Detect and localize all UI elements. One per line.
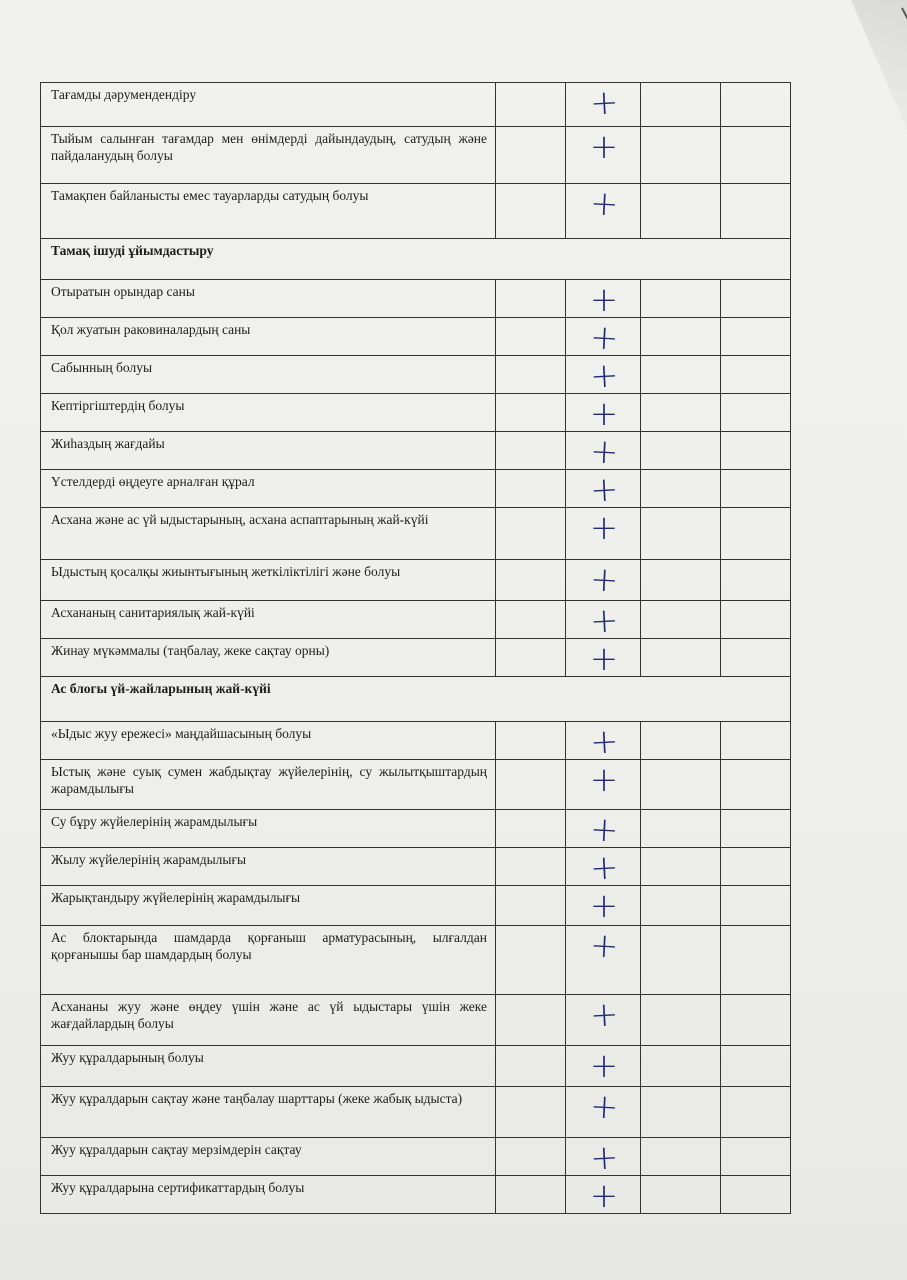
criterion-label: Сабынның болуы — [41, 356, 496, 394]
empty-cell — [721, 83, 791, 127]
empty-cell — [496, 848, 566, 886]
empty-cell — [721, 722, 791, 760]
mark-cell — [566, 508, 641, 560]
criterion-label: Тағамды дәрумендендіру — [41, 83, 496, 127]
empty-cell — [496, 1176, 566, 1214]
empty-cell — [496, 810, 566, 848]
handwritten-plus-mark: + — [588, 355, 620, 397]
empty-cell — [496, 280, 566, 318]
mark-cell — [566, 355, 641, 397]
table-row — [41, 1138, 791, 1176]
empty-cell — [721, 601, 791, 639]
empty-cell — [721, 848, 791, 886]
table-row — [41, 394, 791, 432]
empty-cell — [496, 639, 566, 677]
empty-cell — [721, 1087, 791, 1138]
empty-cell — [721, 1176, 791, 1214]
empty-cell — [641, 926, 721, 995]
criterion-label: Ас блоктарында шамдарда қорғаныш арматурасының, ылғалдан қорғанышы бар шамдардың болуы — [41, 926, 496, 995]
handwritten-plus-mark: + — [588, 721, 620, 763]
empty-cell — [641, 639, 721, 677]
mark-cell — [566, 83, 641, 127]
criterion-label: «Ыдыс жуу ережесі» маңдайшасының болуы — [41, 722, 496, 760]
criterion-label: Жуу құралдарын сақтау мерзімдерін сақтау — [41, 1138, 496, 1176]
table-row — [41, 1176, 791, 1214]
empty-cell — [641, 560, 721, 601]
criterion-label: Асхананы жуу және өңдеу үшін және ас үй ыдыстары үшін жеке жағдайлардың болуы — [41, 995, 496, 1046]
empty-cell — [641, 1176, 721, 1214]
empty-cell — [721, 926, 791, 995]
mark-cell — [566, 1176, 641, 1214]
empty-cell — [721, 639, 791, 677]
handwritten-plus-mark: + — [588, 600, 620, 642]
section-title: Тамақ ішуді ұйымдастыру — [41, 239, 791, 280]
empty-cell — [721, 432, 791, 470]
mark-cell — [566, 431, 641, 473]
handwritten-plus-mark: + — [588, 317, 620, 359]
table-row — [41, 722, 791, 760]
table-row — [41, 470, 791, 508]
criterion-label: Қол жуатын раковиналардың саны — [41, 318, 496, 356]
empty-cell — [721, 470, 791, 508]
criterion-label: Асхана және ас үй ыдыстарының, асхана аспаптарының жай-күйі — [41, 508, 496, 560]
empty-cell — [496, 1046, 566, 1087]
mark-cell — [566, 760, 641, 810]
section-title: Ас блогы үй-жайларының жай-күйі — [41, 677, 791, 722]
criterion-label: Жарықтандыру жүйелерінің жарамдылығы — [41, 886, 496, 926]
handwritten-plus-mark: + — [588, 1137, 620, 1179]
table-row — [41, 886, 791, 926]
empty-cell — [641, 760, 721, 810]
empty-cell — [641, 127, 721, 184]
empty-cell — [721, 760, 791, 810]
empty-cell — [496, 722, 566, 760]
empty-cell — [496, 1087, 566, 1138]
table-row — [41, 280, 791, 318]
empty-cell — [721, 394, 791, 432]
mark-cell — [566, 560, 641, 601]
empty-cell — [496, 83, 566, 127]
table-row — [41, 127, 791, 184]
empty-cell — [721, 318, 791, 356]
table-row — [41, 639, 791, 677]
mark-cell — [566, 1137, 641, 1179]
handwritten-plus-mark: + — [589, 394, 619, 434]
empty-cell — [641, 995, 721, 1046]
table-row — [41, 760, 791, 810]
empty-cell — [721, 184, 791, 239]
handwritten-plus-mark: + — [589, 508, 619, 548]
empty-cell — [641, 356, 721, 394]
empty-cell — [641, 184, 721, 239]
criterion-label: Тамақпен байланысты емес тауарларды сатудың болуы — [41, 184, 496, 239]
criterion-label: Жуу құралдарының болуы — [41, 1046, 496, 1087]
empty-cell — [721, 280, 791, 318]
empty-cell — [641, 848, 721, 886]
empty-cell — [721, 560, 791, 601]
table-row — [41, 926, 791, 995]
empty-cell — [721, 127, 791, 184]
table-row — [41, 83, 791, 127]
empty-cell — [721, 810, 791, 848]
empty-cell — [721, 995, 791, 1046]
empty-cell — [641, 280, 721, 318]
table-row — [41, 432, 791, 470]
table-row — [41, 356, 791, 394]
mark-cell — [566, 995, 641, 1046]
table-row — [41, 508, 791, 560]
empty-cell — [641, 318, 721, 356]
empty-cell — [641, 470, 721, 508]
empty-cell — [721, 1138, 791, 1176]
mark-cell — [566, 926, 641, 995]
mark-cell — [566, 1087, 641, 1138]
mark-cell — [566, 127, 641, 184]
empty-cell — [641, 394, 721, 432]
empty-cell — [641, 508, 721, 560]
empty-cell — [496, 926, 566, 995]
handwritten-plus-mark: + — [588, 847, 620, 889]
empty-cell — [496, 184, 566, 239]
criterion-label: Жылу жүйелерінің жарамдылығы — [41, 848, 496, 886]
mark-cell — [566, 394, 641, 432]
handwritten-plus-mark: + — [588, 994, 620, 1036]
table-row — [41, 560, 791, 601]
empty-cell — [496, 995, 566, 1046]
empty-cell — [721, 1046, 791, 1087]
empty-cell — [721, 886, 791, 926]
criterion-label: Су бұру жүйелерінің жарамдылығы — [41, 810, 496, 848]
criterion-label: Жуу құралдарын сақтау және таңбалау шарттары (жеке жабық ыдыста) — [41, 1087, 496, 1138]
empty-cell — [496, 127, 566, 184]
handwritten-plus-mark: + — [588, 469, 620, 511]
section-row — [41, 677, 791, 722]
empty-cell — [496, 356, 566, 394]
table-row — [41, 848, 791, 886]
handwritten-plus-mark: + — [588, 431, 620, 473]
handwritten-plus-mark: + — [588, 183, 620, 225]
empty-cell — [496, 760, 566, 810]
handwritten-plus-mark: + — [588, 1086, 620, 1128]
handwritten-plus-mark: + — [589, 280, 619, 320]
mark-cell — [566, 280, 641, 318]
mark-cell — [566, 847, 641, 889]
table-row — [41, 1087, 791, 1138]
table-row — [41, 184, 791, 239]
criterion-label: Отыратын орындар саны — [41, 280, 496, 318]
criterion-label: Үстелдерді өңдеуге арналған құрал — [41, 470, 496, 508]
section-row — [41, 239, 791, 280]
mark-cell — [566, 469, 641, 511]
table-row — [41, 1046, 791, 1087]
checklist-body — [41, 83, 791, 1214]
empty-cell — [641, 601, 721, 639]
empty-cell — [496, 560, 566, 601]
empty-cell — [496, 318, 566, 356]
table-row — [41, 995, 791, 1046]
empty-cell — [641, 886, 721, 926]
empty-cell — [496, 601, 566, 639]
mark-cell — [566, 721, 641, 763]
handwritten-plus-mark: + — [588, 809, 620, 851]
criterion-label: Жиһаздың жағдайы — [41, 432, 496, 470]
mark-cell — [566, 317, 641, 359]
handwritten-plus-mark: + — [589, 886, 619, 926]
mark-cell — [566, 600, 641, 642]
empty-cell — [496, 886, 566, 926]
handwritten-plus-mark: + — [589, 1046, 619, 1086]
empty-cell — [721, 508, 791, 560]
empty-cell — [721, 356, 791, 394]
handwritten-plus-mark: + — [589, 1176, 619, 1216]
mark-cell — [566, 1046, 641, 1087]
handwritten-plus-mark: + — [589, 127, 619, 167]
empty-cell — [641, 722, 721, 760]
criterion-label: Асхананың санитариялық жай-күйі — [41, 601, 496, 639]
criterion-label: Тыйым салынған тағамдар мен өнімдерді дайындаудың, сатудың және пайдаланудың болуы — [41, 127, 496, 184]
criterion-label: Ыдыстың қосалқы жиынтығының жеткіліктілігі және болуы — [41, 560, 496, 601]
mark-cell — [566, 184, 641, 239]
empty-cell — [641, 810, 721, 848]
checklist-table — [40, 82, 791, 1214]
mark-cell — [566, 639, 641, 677]
empty-cell — [496, 1138, 566, 1176]
table-row — [41, 810, 791, 848]
handwritten-plus-mark: + — [588, 82, 620, 124]
handwritten-plus-mark: + — [588, 559, 620, 601]
handwritten-plus-mark: + — [589, 760, 619, 800]
empty-cell — [641, 83, 721, 127]
criterion-label: Кептіргіштердің болуы — [41, 394, 496, 432]
empty-cell — [496, 394, 566, 432]
empty-cell — [641, 1138, 721, 1176]
criterion-label: Жинау мүкәммалы (таңбалау, жеке сақтау орны) — [41, 639, 496, 677]
empty-cell — [496, 470, 566, 508]
table-row — [41, 601, 791, 639]
criterion-label: Жуу құралдарына сертификаттардың болуы — [41, 1176, 496, 1214]
empty-cell — [496, 508, 566, 560]
mark-cell — [566, 809, 641, 851]
handwritten-plus-mark: + — [588, 925, 620, 967]
empty-cell — [641, 1087, 721, 1138]
criterion-label: Ыстық және суық сумен жабдықтау жүйелерінің, су жылытқыштардың жарамдылығы — [41, 760, 496, 810]
empty-cell — [641, 1046, 721, 1087]
handwritten-plus-mark: + — [589, 639, 619, 679]
empty-cell — [496, 432, 566, 470]
mark-cell — [566, 886, 641, 926]
empty-cell — [641, 432, 721, 470]
table-row — [41, 318, 791, 356]
